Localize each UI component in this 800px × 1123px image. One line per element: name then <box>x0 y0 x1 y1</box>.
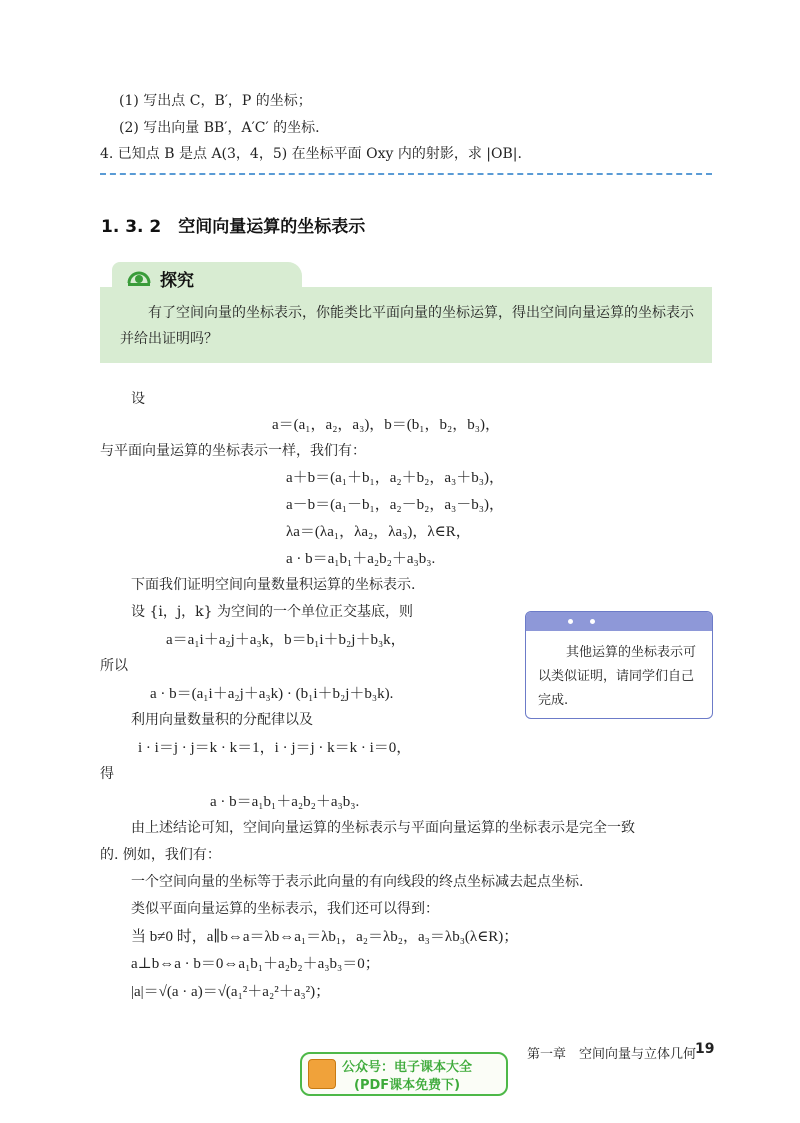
side-note <box>525 611 713 719</box>
section-title: 1. 3. 2 空间向量运算的坐标表示 <box>101 217 366 237</box>
set-word: 设 <box>131 391 145 407</box>
note-header <box>526 612 712 631</box>
eq-sum: a＋b＝(a₁＋b₁，a₂＋b₂，a₃＋b₃)， <box>286 470 504 486</box>
def-ab: a＝(a₁，a₂，a₃)，b＝(b₁，b₂，b₃)， <box>272 417 500 433</box>
exercise-item-1: (1) 写出点 C，B′，P 的坐标； <box>119 93 312 109</box>
eq-result: a · b＝a₁b₁＋a₂b₂＋a₃b₃. <box>210 794 360 810</box>
so-text: 所以 <box>100 658 128 674</box>
eq-parallel: 当 b≠0 时，a∥b⇔a＝λb⇔a₁＝λb₁，a₂＝λb₂，a₃＝λb₃(λ∈R)； <box>131 929 519 945</box>
watermark-line-1: 公众号：电子课本大全 <box>342 1060 473 1075</box>
note-dot <box>590 619 595 624</box>
eq-perp: a⊥b⇔a · b＝0⇔a₁b₁＋a₂b₂＋a₃b₃＝0； <box>131 956 380 972</box>
similar-text: 类似平面向量运算的坐标表示，我们还可以得到： <box>131 901 439 917</box>
explore-text: 有了空间向量的坐标表示，你能类比平面向量的坐标运算，得出空间向量运算的坐标表示并给出证明吗？ <box>120 305 694 347</box>
note-text: 其他运算的坐标表示可以类似证明，请同学们自己完成. <box>538 645 697 708</box>
eq-diff: a－b＝(a₁－b₁，a₂－b₂，a₃－b₃)， <box>286 497 504 513</box>
exercise-item-4: 4. 已知点 B 是点 A(3，4，5) 在坐标平面 Oxy 内的射影，求 |OB|. <box>100 146 522 162</box>
coord-rule: 一个空间向量的坐标等于表示此向量的有向线段的终点坐标减去起点坐标. <box>131 874 584 890</box>
eq-norm: |a|＝√(a · a)＝√(a₁²＋a₂²＋a₃²)； <box>131 984 331 1000</box>
watermark-line-2: (PDF课本免费下) <box>354 1078 461 1093</box>
footer-chapter: 第一章 空间向量与立体几何 <box>527 1047 697 1062</box>
explore-title: 探究 <box>160 271 194 291</box>
eq-units: i · i＝j · j＝k · k＝1，i · j＝j · k＝k · i＝0， <box>138 740 412 756</box>
prove-intro: 下面我们证明空间向量数量积运算的坐标表示. <box>131 577 416 593</box>
get-text: 得 <box>100 766 114 782</box>
book-badge-icon <box>308 1059 336 1089</box>
conclusion-text-2: 的. 例如，我们有： <box>100 847 221 863</box>
watermark <box>300 1052 508 1096</box>
conclusion-text: 由上述结论可知，空间向量运算的坐标表示与平面向量运算的坐标表示是完全一致 <box>131 820 635 836</box>
page-number: 19 <box>695 1041 715 1057</box>
intro-text: 与平面向量运算的坐标表示一样，我们有： <box>100 443 366 459</box>
eq-product: a · b＝(a₁i＋a₂j＋a₃k) · (b₁i＋b₂j＋b₃k). <box>150 686 394 702</box>
use-distrib: 利用向量数量积的分配律以及 <box>131 712 313 728</box>
explore-icon <box>126 267 152 287</box>
eq-dot: a · b＝a₁b₁＋a₂b₂＋a₃b₃. <box>286 551 436 567</box>
note-dot <box>568 619 573 624</box>
eq-decomp: a＝a₁i＋a₂j＋a₃k，b＝b₁i＋b₂j＋b₃k， <box>166 632 406 648</box>
eq-scalar: λa＝(λa₁，λa₂，λa₃)，λ∈R， <box>286 524 471 540</box>
basis-text: 设 {i，j，k} 为空间的一个单位正交基底，则 <box>131 604 414 620</box>
exercise-item-2: (2) 写出向量 BB′，A′C′ 的坐标. <box>119 120 320 136</box>
dashed-divider <box>100 173 712 175</box>
